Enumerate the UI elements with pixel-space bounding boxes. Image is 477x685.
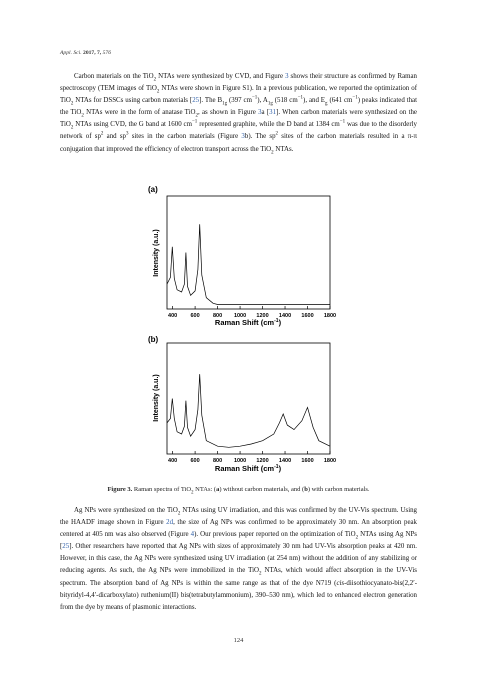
x-tick-label: 1600 [301, 313, 314, 319]
plot-frame-b [167, 343, 330, 454]
x-tick-label: 1600 [301, 458, 314, 464]
figure-ref[interactable]: 4 [190, 531, 195, 539]
running-header: Appl. Sci. 2017, 7, 576 [60, 50, 111, 56]
x-tick-label: 1800 [323, 458, 337, 464]
paragraph-raman: Carbon materials on the TiO$_2$ NTAs were synthesized by CVD, and Figure 3 shows their structure as confirmed by Raman spectroscopy (TEM images of TiO$_2$ NTAs were shown in Figure S1). In a previous publication, we reported the optimization of TiO$_2$ NTAs for DSSCs using carbon materials [25]. The $B_{1g}$ (397 $cm^{-1}$), $A_{1g}$ (518 $cm^{-1}$), and $E_g$ (641 $cm^{-1}$) peaks indicated that the TiO$_2$ NTAs were in the form of anatase TiO$_2$, as shown in Figure 3a [31]. When carbon materials were synthesized on the TiO$_2$ NTAs using CVD, the G band at 1600 $cm^{-1}$ represented graphite, while the D band at 1384 $cm^{-1}$ was due to the disorderly network of $sp^2$ and $sp^3$ sites in the carbon materials (Figure 3b). The $sp^2$ sites of the carbon materials resulted in a π-π conjugation that improved the efficiency of electron transport across the TiO$_2$ NTAs. [60, 73, 418, 155]
x-tick-label: 600 [190, 313, 200, 319]
x-tick-label: 1800 [323, 313, 337, 319]
x-axis-label-b: Raman Shift $(cm^{-1})$ [214, 464, 282, 473]
figure-ref[interactable]: 3 [241, 133, 245, 141]
y-axis-label-a: Intensity (a.u.) [153, 229, 160, 277]
paragraph-ag-nps: Ag NPs were synthesized on the TiO$_2$ NTAs using UV irradiation, and this was confirmed by the UV-Vis spectrum. Using the HAADF image shown in Figure 2d, the size of Ag NPs was confirmed to be approximately 30 nm. An absorption peak centered at 405 nm was also observed (Figure 4). Our previous paper reported on the optimization of TiO$_2$ NTAs using Ag NPs [25]. Other researchers have reported that Ag NPs with sizes of approximately 30 nm had UV-Vis absorption peaks at 420 nm. However, in this case, the Ag NPs were synthesized using UV irradiation (at 254 nm) without the addition of any stabilizing or reducing agents. As such, the Ag NPs were immobilized in the TiO$_2$ NTAs, which would affect absorption in the UV-Vis spectrum. The absorption band of Ag NPs is within the same range as that of the dye N719 (cis-diisothiocyanato-bis(2,2′-bityridyl-4,4′-dicarboxylato) ruthenium(II) bis(tetrabutylammonium), 390–530 nm), which led to enhanced electron generation from the dye by means of plasmonic interactions. [60, 507, 418, 611]
x-tick-label: 800 [212, 313, 223, 319]
panel-a-label: (a) [148, 185, 158, 194]
figure-ref[interactable]: 3 [258, 109, 262, 117]
figure-ref[interactable]: 2d [166, 519, 174, 527]
x-tick-label: 400 [168, 313, 178, 319]
x-tick-label: 600 [190, 458, 200, 464]
x-tick-label: 800 [212, 458, 223, 464]
x-tick-label: 1000 [233, 313, 247, 319]
citation-ref[interactable]: 25 [192, 97, 200, 105]
page-number: 124 [233, 637, 244, 644]
plot-frame-a [167, 196, 330, 309]
x-tick-label: 1400 [278, 313, 292, 319]
y-axis-label-b: Intensity (a.u.) [153, 374, 160, 422]
spectrum-b-line [167, 374, 330, 447]
panel-b-label: (b) [148, 335, 159, 344]
citation-ref[interactable]: 31 [269, 109, 277, 117]
spectrum-a-line [167, 224, 330, 304]
x-tick-label: 1200 [256, 313, 269, 319]
figure-ref[interactable]: 3 [285, 73, 289, 80]
raman-figure [0, 178, 477, 478]
figure-caption: Figure 3. Raman spectra of TiO$_2$ NTAs: (a) without carbon materials, and (b) with carbon materials. [107, 486, 370, 496]
x-tick-label: 1200 [256, 458, 269, 464]
citation-ref[interactable]: 25 [62, 543, 70, 551]
x-tick-label: 400 [168, 458, 178, 464]
x-tick-label: 1400 [278, 458, 292, 464]
x-tick-label: 1000 [233, 458, 247, 464]
x-axis-label-a: Raman Shift $(cm^{-1})$ [214, 318, 282, 327]
